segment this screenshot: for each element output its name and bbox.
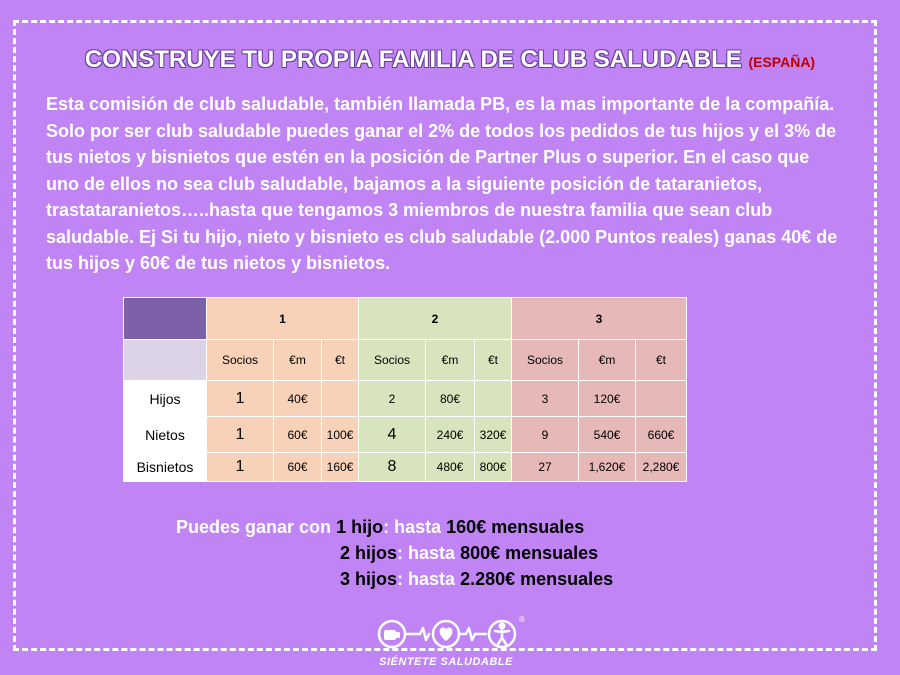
table-cell: 100€ [322, 417, 359, 453]
summary-line-2 [340, 540, 598, 567]
summary-amount: 160€ mensuales [446, 517, 585, 537]
table-cell: 540€ [579, 417, 636, 453]
subheader-et: €t [475, 340, 512, 381]
table-cell: 240€ [426, 417, 475, 453]
group-header-3: 3 [512, 298, 687, 340]
subheader-row [124, 340, 687, 381]
title-suffix: (ESPAÑA) [748, 54, 816, 70]
table-cell: 1 [207, 381, 274, 417]
row-label: Bisnietos [124, 453, 207, 482]
table-cell: 8 [359, 453, 426, 482]
group-header-row [124, 298, 687, 340]
table-cell: 9 [512, 417, 579, 453]
brand-logo [362, 612, 530, 672]
heartbeat-icon [362, 612, 530, 656]
table-cell: 1 [207, 417, 274, 453]
summary-count: 1 hijo [336, 517, 384, 537]
title-main: CONSTRUYE TU PROPIA FAMILIA DE CLUB SALUDABLE [84, 46, 742, 73]
table-cell [322, 381, 359, 417]
subheader-socios: Socios [207, 340, 274, 381]
subheader-em: €m [426, 340, 475, 381]
row-label: Hijos [124, 381, 207, 417]
corner-cell [124, 298, 207, 340]
logo-text: SIÉNTETE SALUDABLE [379, 656, 513, 668]
table-cell: 4 [359, 417, 426, 453]
summary-mid: hasta [394, 517, 442, 537]
page-title [0, 46, 900, 74]
subheader-socios: Socios [359, 340, 426, 381]
table-cell: 80€ [426, 381, 475, 417]
table-cell: 40€ [274, 381, 322, 417]
summary-amount: 800€ mensuales [460, 543, 599, 563]
table-cell: 27 [512, 453, 579, 482]
subheader-corner [124, 340, 207, 381]
table-cell: 660€ [636, 417, 687, 453]
summary-mid: hasta [408, 569, 456, 589]
table-row-bisnietos [124, 453, 687, 482]
subheader-et: €t [322, 340, 359, 381]
table-cell [636, 381, 687, 417]
table-cell: 3 [512, 381, 579, 417]
table-cell: 800€ [475, 453, 512, 482]
summary-line-1 [176, 514, 584, 541]
summary-mid: hasta [408, 543, 456, 563]
table-cell: 160€ [322, 453, 359, 482]
summary-count: 3 hijos [340, 569, 398, 589]
table-cell: 2,280€ [636, 453, 687, 482]
table-cell: 1,620€ [579, 453, 636, 482]
table-cell: 120€ [579, 381, 636, 417]
table-row-hijos [124, 381, 687, 417]
summary-count: 2 hijos [340, 543, 398, 563]
summary-sep: : [397, 569, 404, 589]
subheader-em: €m [274, 340, 322, 381]
intro-paragraph: Esta comisión de club saludable, también llamada PB, es la mas importante de la compañía. Solo por ser club saludable puedes ganar el 2% de todos los pedidos de tus hijos y el 3% de tus nietos y bisnietos que estén en la posición de Partner Plus o superior. En el caso que uno de ellos no sea club saludable, bajamos a la siguiente posición de tataranietos, trastataranietos…..hasta que tengamos 3 miembros de nuestra familia que sean club saludable. Ej Si tu hijo, nieto y bisnieto es club saludable (2.000 Puntos reales) ganas 40€ de tus hijos y 60€ de tus nietos y bisnietos. [46, 94, 838, 273]
table-cell [475, 381, 512, 417]
table-row-nietos [124, 417, 687, 453]
summary-amount: 2.280€ mensuales [460, 569, 614, 589]
row-label: Nietos [124, 417, 207, 453]
table-cell: 320€ [475, 417, 512, 453]
subheader-em: €m [579, 340, 636, 381]
group-header-2: 2 [359, 298, 512, 340]
summary-sep: : [397, 543, 404, 563]
table-cell: 1 [207, 453, 274, 482]
table-cell: 480€ [426, 453, 475, 482]
summary-prefix: Puedes ganar con [176, 517, 332, 537]
summary-line-3 [340, 566, 613, 593]
table-cell: 60€ [274, 417, 322, 453]
subheader-et: €t [636, 340, 687, 381]
commission-table [123, 297, 687, 482]
registered-mark: ® [519, 615, 525, 624]
subheader-socios: Socios [512, 340, 579, 381]
table-cell: 2 [359, 381, 426, 417]
summary-sep: : [383, 517, 390, 537]
group-header-1: 1 [207, 298, 359, 340]
table-cell: 60€ [274, 453, 322, 482]
